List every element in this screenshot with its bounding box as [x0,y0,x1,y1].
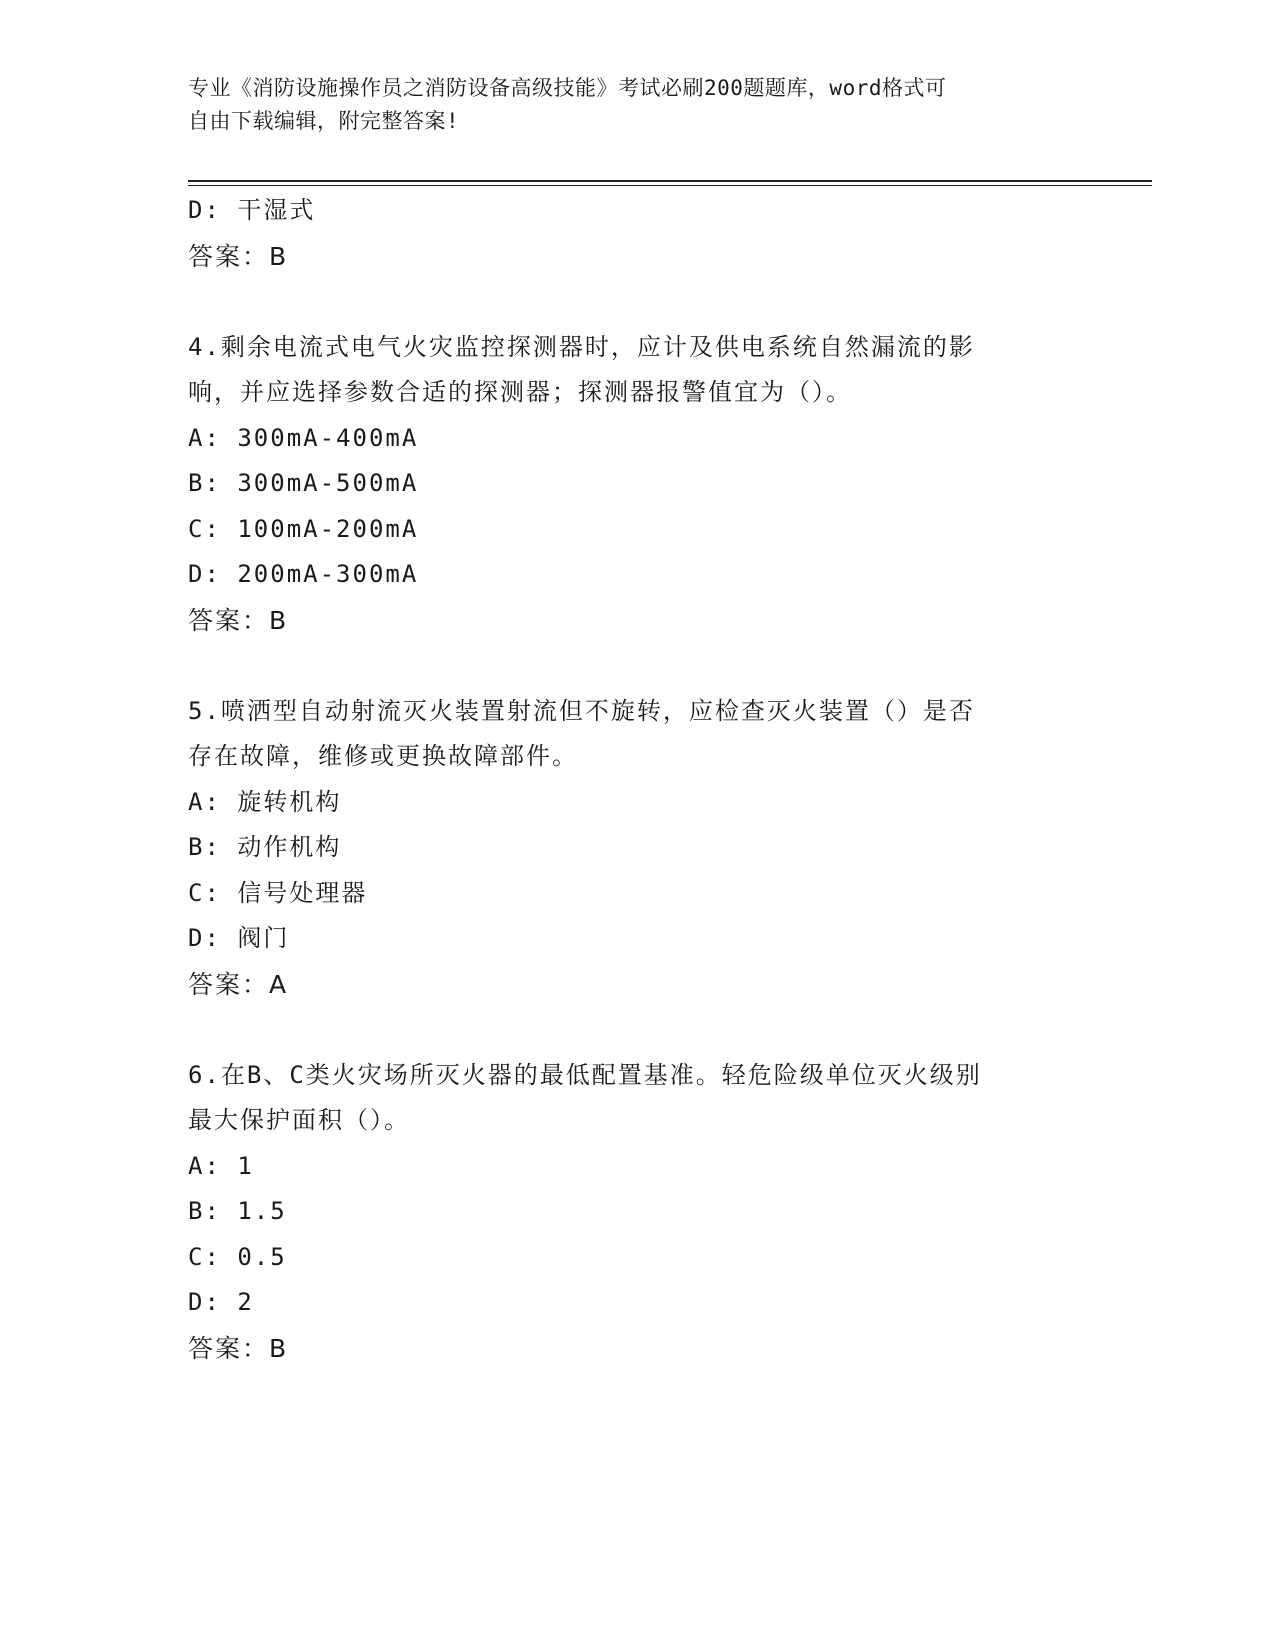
option-c: C: 100mA-200mA [188,514,419,543]
question-stem-line: 6.在B、C类火灾场所灭火器的最低配置基准。轻危险级单位灭火级别 [188,1060,982,1089]
spacer [188,279,1088,325]
option-a: A: 旋转机构 [188,787,342,816]
answer: 答案：B [188,605,289,635]
question-5 [188,689,1088,1008]
option-c: C: 0.5 [188,1242,287,1271]
question-4 [188,325,1088,644]
option-b: B: 动作机构 [188,833,342,861]
question-stem-line: 响，并应选择参数合适的探测器；探测器报警值宜为（）。 [188,378,852,406]
question-stem-line: 5.喷洒型自动射流灭火装置射流但不旋转，应检查灭火装置（）是否 [188,696,975,725]
question-6 [188,1053,1088,1372]
document-body [188,188,1088,1371]
header-divider-thin [188,185,1152,186]
document-header [188,72,1088,138]
spacer [188,643,1088,689]
question-stem-line: 4.剩余电流式电气火灾监控探测器时，应计及供电系统自然漏流的影 [188,332,975,361]
option-c: C: 信号处理器 [188,878,368,907]
answer: 答案：A [188,969,289,999]
question-stem-line: 存在故障，维修或更换故障部件。 [188,742,578,770]
header-line-1: 专业《消防设施操作员之消防设备高级技能》考试必刷200题题库，word格式可 [188,76,947,100]
option-d: D: 阀门 [188,924,290,952]
header-line-2: 自由下载编辑，附完整答案! [188,109,460,133]
prev-option-d: D: 干湿式 [188,196,316,224]
question-stem-line: 最大保护面积（）。 [188,1106,410,1134]
prev-answer: 答案：B [188,241,289,271]
option-d: D: 200mA-300mA [188,560,419,588]
header-divider [188,180,1152,182]
option-b: B: 1.5 [188,1197,287,1225]
option-a: A: 1 [188,1151,254,1180]
option-d: D: 2 [188,1288,254,1316]
answer: 答案：B [188,1333,289,1363]
spacer [188,1007,1088,1053]
option-a: A: 300mA-400mA [188,423,419,452]
option-b: B: 300mA-500mA [188,469,419,497]
